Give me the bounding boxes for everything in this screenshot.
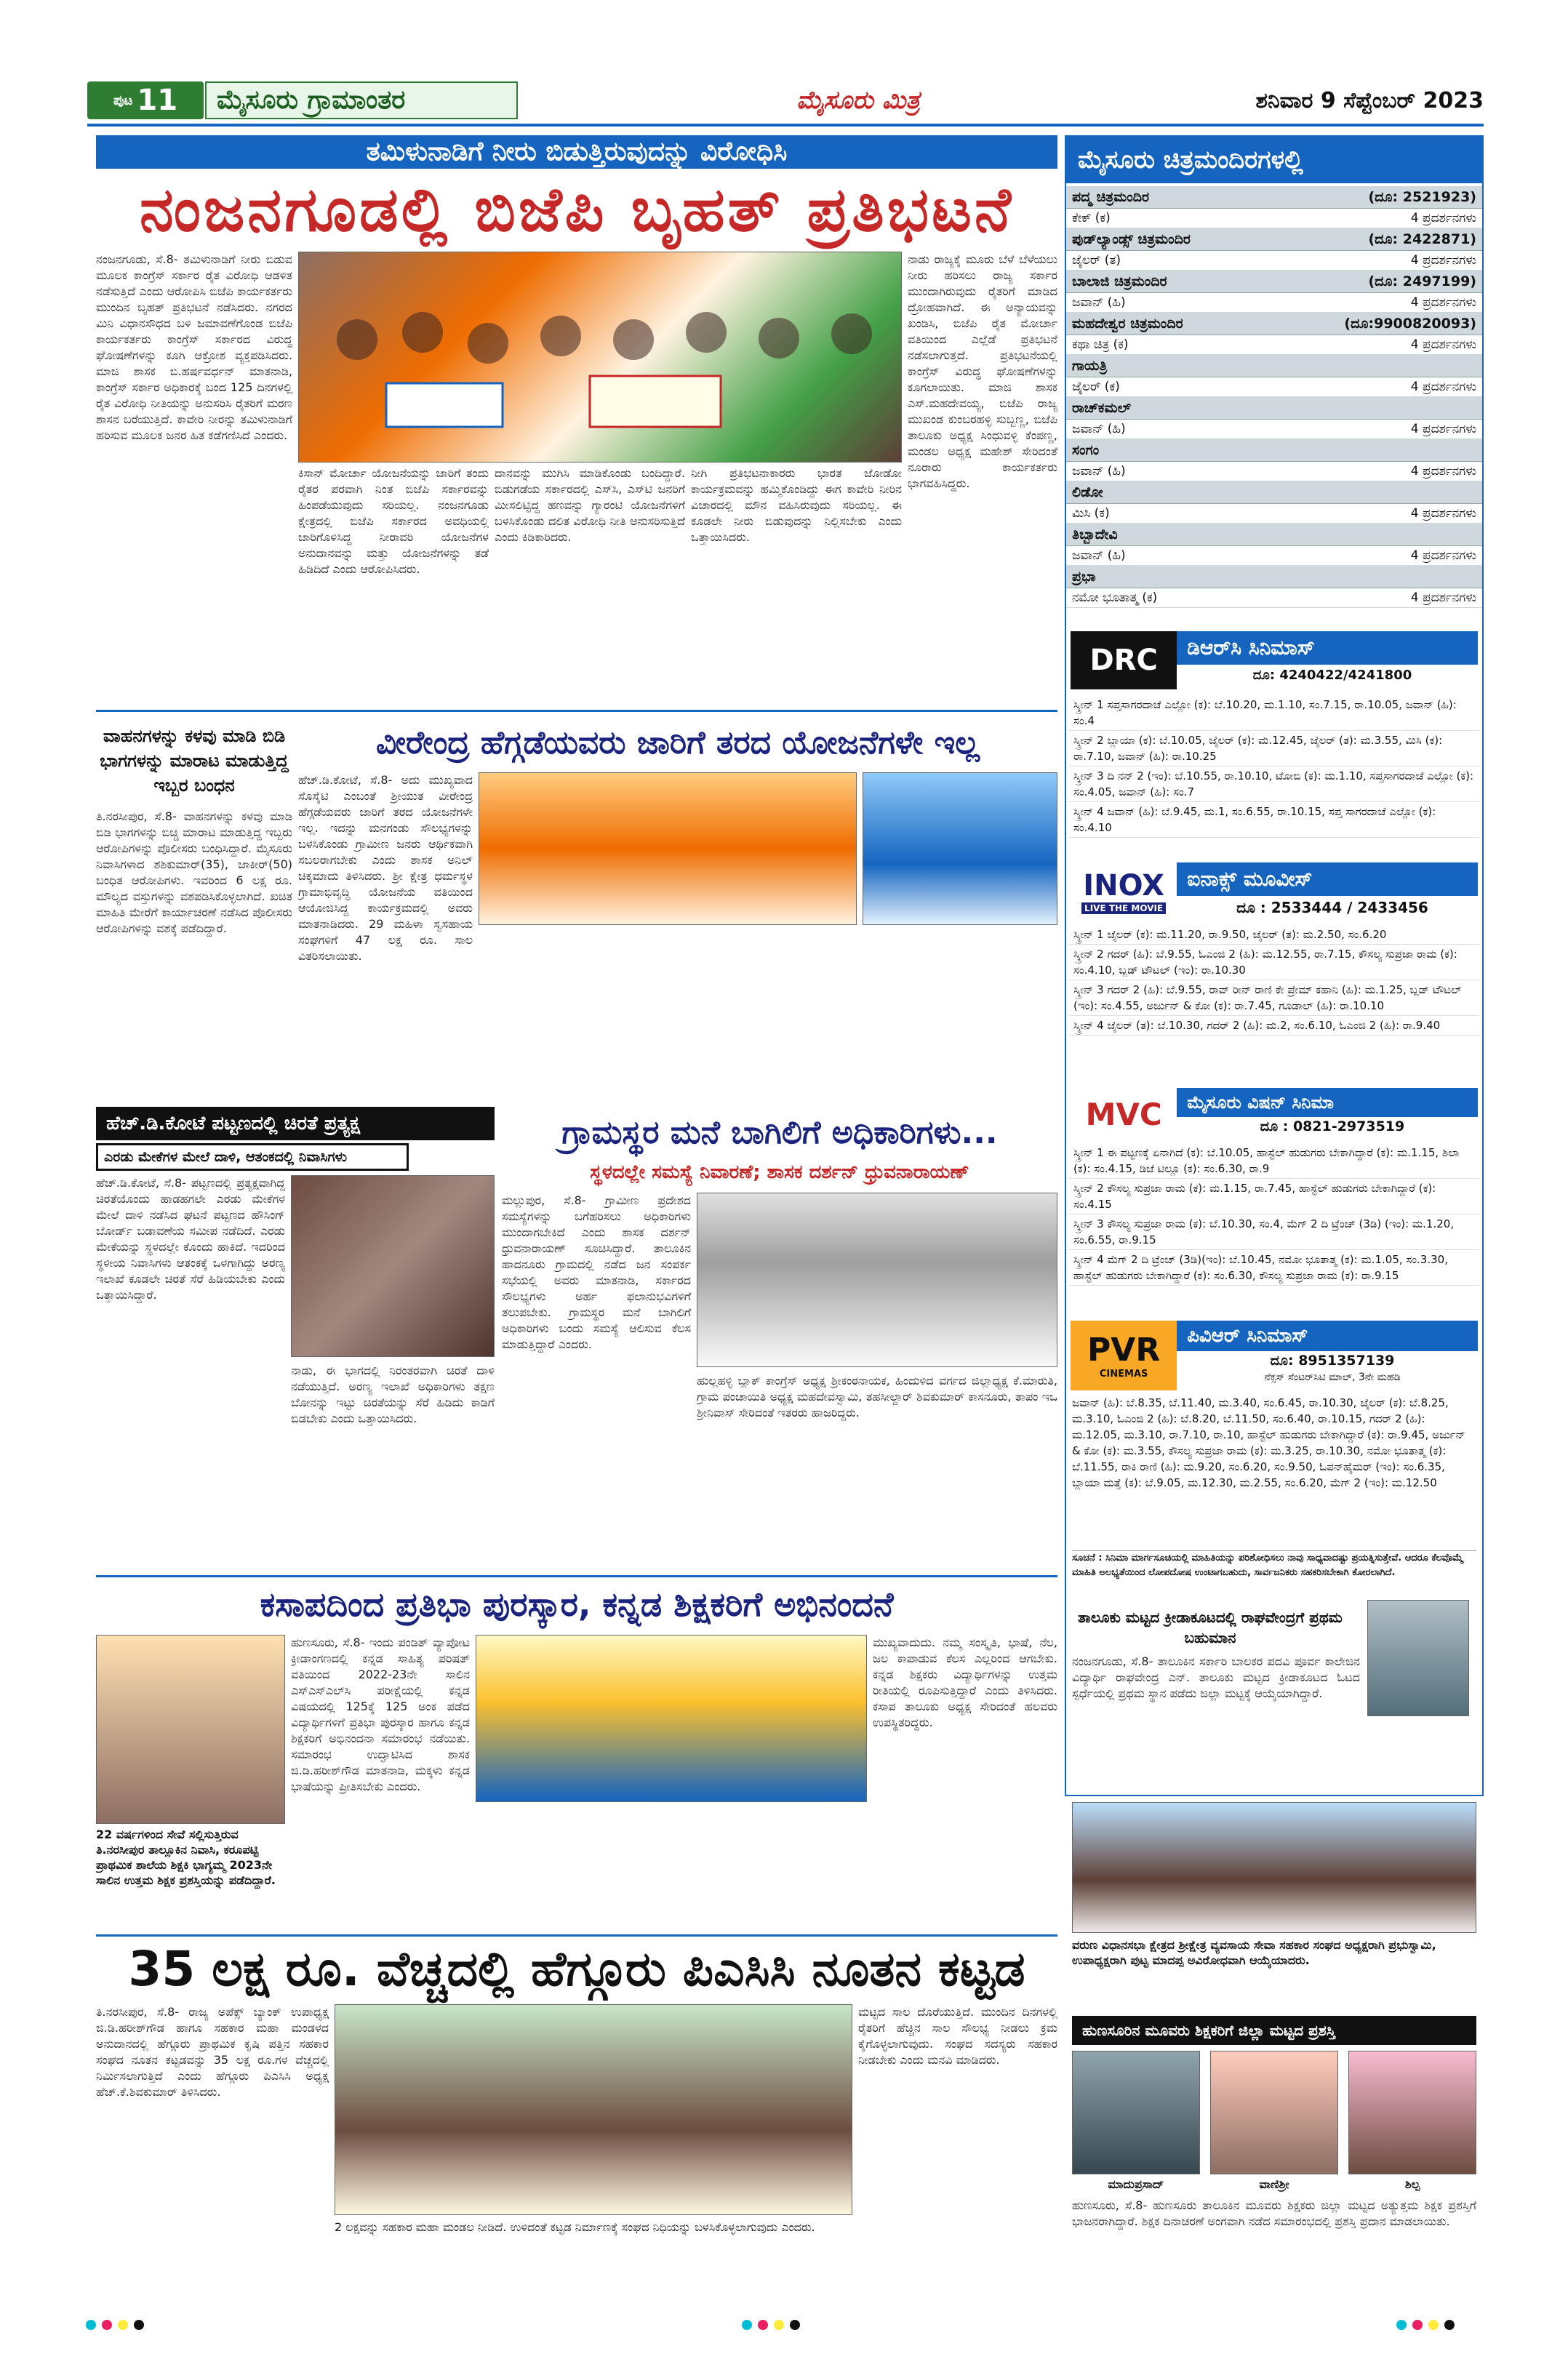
screen-row: ಸ್ಕ್ರೀನ್ 3 ಗದರ್ 2 (ಹಿ): ಬೆ.9.55, ರಾವ್ ರೀನ್ ರಾಣಿ ಕೇ ಪ್ರೇಮ್ ಕಹಾನಿ (ಹಿ): ಮ.1.25, ಬ್ಲಡ್ ಟೌಟಲ್ (ಇಂ): ಸಂ.4.55, ಅರ್ಜುನ್ & ಕೋ (ಕ): ರಾ.7.45, ಗೂಡಾಲ್ (ಹಿ): ರಾ.10.10 [1069, 980, 1479, 1016]
society-caption: ವರುಣ ವಿಧಾನಸಭಾ ಕ್ಷೇತ್ರದ ಶ್ರೀಕ್ಷೇತ್ರ ವ್ಯವಸಾಯ ಸೇವಾ ಸಹಕಾರ ಸಂಘದ ಅಧ್ಯಕ್ಷರಾಗಿ ಪ್ರಭುಸ್ವಾಮಿ, ಉಪಾಧ್ಯಕ್ಷರಾಗಿ ಪುಟ್ಟ ಮಾದಪ್ಪ ಅವಿರೋಧವಾಗಿ ಆಯ್ಕೆಯಾದರು. [1072, 1938, 1436, 1967]
mvc-schedule [1069, 1143, 1479, 1318]
pvr-venue: ನೆಕ್ಸಸ್ ಸೆಂಟರ್‌ಸಿಟಿ ಮಾಲ್, 3ನೇ ಮಹಡಿ [1264, 1372, 1401, 1383]
screen-row: ಸ್ಕ್ರೀನ್ 4 ಜವಾನ್ (ಹಿ): ಬೆ.9.45, ಮ.1, ಸಂ.6.55, ರಾ.10.15, ಸಪ್ತ ಸಾಗರದಾಚೆ ಎಲ್ಲೋ (ಕ): ಸಂ.4.10 [1069, 802, 1479, 838]
theatre-entry [1066, 481, 1482, 524]
teachers-body: ಹುಣಸೂರು, ಸೆ.8- ಹುಣಸೂರು ತಾಲೂಕಿನ ಮೂವರು ಶಿಕ್ಷಕರು ಜಿಲ್ಲಾ ಮಟ್ಟದ ಅತ್ಯುತ್ತಮ ಶಿಕ್ಷಕ ಪ್ರಶಸ್ತಿಗೆ ಭಾಜನರಾಗಿದ್ದಾರೆ. ಶಿಕ್ಷಕ ದಿನಾಚರಣೆ ಅಂಗವಾಗಿ ನಡೆದ ಸಮಾರಂಭದಲ್ಲಿ ಪ್ರಶಸ್ತಿ ಪ್ರದಾನ ಮಾಡಲಾಯಿತು. [1072, 2198, 1476, 2228]
issue-date: ಶನಿವಾರ 9 ಸೆಪ್ಟೆಂಬರ್ 2023 [1255, 87, 1484, 113]
theatre-entry [1066, 524, 1482, 566]
pvr-logo-text: PVR [1087, 1332, 1161, 1369]
theatre-name: ಪ್ರಭಾ [1072, 569, 1096, 585]
leopard-body-2: ನಾಡು, ಈ ಭಾಗದಲ್ಲಿ ನಿರಂತರವಾಗಿ ಚಿರತೆ ದಾಳಿ ನಡೆಯುತ್ತಿದೆ. ಅರಣ್ಯ ಇಲಾಖೆ ಅಧಿಕಾರಿಗಳು ತಕ್ಷಣ ಬೋನನ್ನು ಇಟ್ಟು ಚಿರತೆಯನ್ನು ಸೆರೆ ಹಿಡಿದು ಕಾಡಿಗೆ ಬಿಡಬೇಕು ಎಂದು ಒತ್ತಾಯಿಸಿದರು. [291, 1364, 495, 1425]
kasapa-headline: ಕಸಾಪದಿಂದ ಪ್ರತಿಭಾ ಪುರಸ್ಕಾರ, ಕನ್ನಡ ಶಿಕ್ಷಕರಿಗೆ ಅಭಿನಂದನೆ [260, 1585, 894, 1624]
theatre-list [1066, 186, 1482, 622]
mvc-phone: ದೂ : 0821-2973519 [1260, 1118, 1405, 1134]
page-number-badge [87, 81, 204, 119]
lead-column-5: ನಾಡು ರಾಜ್ಯಕ್ಕೆ ಮೂರು ಬೆಳೆ ಬೆಳೆಯಲು ನೀರು ಹರಿಸಲು ರಾಜ್ಯ ಸರ್ಕಾರ ಮುಂದಾಗಿರುವುದು ರೈತರಿಗೆ ಮಾಡಿದ ದ್ರೋಹವಾಗಿದೆ. ಈ ಅನ್ಯಾಯವನ್ನು ಖಂಡಿಸಿ, ಬಿಜೆಪಿ ರೈತ ಮೋರ್ಚಾ ವತಿಯಿಂದ ಎಲ್ಲೆಡೆ ಪ್ರತಿಭಟನೆ ನಡೆಸಲಾಗುತ್ತದೆ. ಪ್ರತಿಭಟನೆಯಲ್ಲಿ ಕಾಂಗ್ರೆಸ್ ವಿರುದ್ಧ ಘೋಷಣೆಗಳನ್ನು ಕೂಗಲಾಯಿತು. ಮಾಜಿ ಶಾಸಕ ಎಸ್.ಮಹದೇವಯ್ಯ, ಬಿಜೆಪಿ ರಾಜ್ಯ ಮುಖಂಡ ಕುಂಬರಹಳ್ಳಿ ಸುಬ್ಬಣ್ಣ, ಬಿಜೆಪಿ ತಾಲೂಕು ಅಧ್ಯಕ್ಷ ಸಿಂಧುವಳ್ಳಿ ಕೆಂಪಣ್ಣ, ಮಂಡಲ ಅಧ್ಯಕ್ಷ ಮಹೇಶ್ ಸೇರಿದಂತೆ ನೂರಾರು ಕಾರ್ಯಕರ್ತರು ಭಾಗವಹಿಸಿದ್ದರು. [908, 252, 1057, 490]
teacher-name: ಮಾದುಪ್ರಸಾದ್ [1108, 2177, 1164, 2191]
cinema-disclaimer: ಸೂಚನೆ : ಸಿನಿಮಾ ಮಾರ್ಗಸೂಚಿಯಲ್ಲಿ ಮಾಹಿತಿಯನ್ನು ಪರಿಶೋಧಿಸಲು ನಾವು ಸಾಧ್ಯವಾದಷ್ಟು ಪ್ರಯತ್ನಿಸುತ್ತೇವೆ. ಆದರೂ ಕೆಲವೊಮ್ಮೆ ಮಾಹಿತಿ ಅಲಭ್ಯತೆಯಿಂದ ಲೋಪದೋಷ ಉಂಟಾಗಬಹುದು, ಸಾರ್ವಜನಿಕರು ಸಹಕರಿಸಬೇಕಾಗಿ ಕೋರಲಾಗಿದೆ. [1072, 1550, 1476, 1598]
protest-crowd-illustration [299, 252, 902, 463]
film-name: ನಮೋ ಭೂತಾತ್ಮ (ಕ) [1072, 590, 1158, 605]
arrest-headline: ವಾಹನಗಳನ್ನು ಕಳವು ಮಾಡಿ ಬಿಡಿ ಭಾಗಗಳನ್ನು ಮಾರಾಟ ಮಾಡುತ್ತಿದ್ದ ಇಬ್ಬರ ಬಂಧನ [100, 726, 289, 796]
theatre-entry [1066, 439, 1482, 481]
leopard-body: ಹೆಚ್.ಡಿ.ಕೋಟೆ, ಸೆ.8- ಪಟ್ಟಣದಲ್ಲಿ ಪ್ರತ್ಯಕ್ಷವಾಗಿದ್ದ ಚಿರತೆಯೊಂದು ಹಾಡಹಗಲೇ ಎರಡು ಮೇಕೆಗಳ ಮೇಲೆ ದಾಳಿ ನಡೆಸಿದ ಘಟನೆ ಪಟ್ಟಣದ ಹೌಸಿಂಗ್ ಬೋರ್ಡ್ ಬಡಾವಣೆಯ ಸಮೀಪ ನಡೆದಿದೆ. ಎರಡು ಮೇಕೆಯನ್ನು ಸ್ಥಳದಲ್ಲೇ ಕೊಂದು ಹಾಕಿದೆ. ಇದರಿಂದ ಸ್ಥಳೀಯ ನಿವಾಸಿಗಳು ಆತಂಕಕ್ಕೆ ಒಳಗಾಗಿದ್ದು ಅರಣ್ಯ ಇಲಾಖೆ ಕೂಡಲೇ ಚಿರತೆ ಸೆರೆ ಹಿಡಿಯಬೇಕು ಎಂದು ಒತ್ತಾಯಿಸಿದ್ದಾರೆ. [96, 1176, 285, 1302]
section-rule [96, 710, 1057, 712]
lead-column-3: ದಾನವನ್ನು ಮುಗಿಸಿ ಮಾಡಿಕೊಂಡು ಬಂದಿದ್ದಾರೆ. ಬಿಡುಗಡೆಯ ಸರ್ಕಾರದಲ್ಲಿ ಎಸ್‌ಸಿ, ಎಸ್‌ಟಿ ಜನರಿಗೆ ಮೀಸಲಿಟ್ಟಿದ್ದ ಹಣವನ್ನು ಗ್ಯಾರಂಟಿ ಯೋಜನೆಗಳಿಗೆ ಬಳಸಿಕೊಂಡು ದಲಿತ ವಿರೋಧಿ ನೀತಿ ಅನುಸರಿಸುತ್ತಿದೆ ಎಂದು ಕಿಡಿಕಾರಿದರು. [495, 466, 685, 544]
screen-row: ಸ್ಕ್ರೀನ್ 2 ಕೌಸಲ್ಯ ಸುಪ್ರಜಾ ರಾಮ (ಕ): ಮ.1.15, ರಾ.7.45, ಹಾಸ್ಟೆಲ್ ಹುಡುಗರು ಬೇಕಾಗಿದ್ದಾರೆ (ಕ): ಸಂ.4.15 [1069, 1179, 1479, 1214]
black-dot [134, 2320, 144, 2330]
inox-logo-tagline: LIVE THE MOVIE [1081, 902, 1166, 914]
screen-row: ಸ್ಕ್ರೀನ್ 3 ದಿ ನನ್ 2 (ಇಂ): ಬೆ.10.55, ರಾ.10.10, ಟೋಬಿ (ಕ): ಮ.1.10, ಸಪ್ತಸಾಗರದಾಚೆ ಎಲ್ಲೋ (ಕ): ಸಂ.4.05, ಜವಾನ್ (ಹಿ): ಸಂ.7 [1069, 766, 1479, 802]
section-rule [96, 1575, 1057, 1577]
leopard-subhead: ಎರಡು ಮೇಕೆಗಳ ಮೇಲೆ ದಾಳಿ, ಆತಂಕದಲ್ಲಿ ನಿವಾಸಿಗಳು [96, 1143, 409, 1171]
magenta-dot [758, 2320, 768, 2330]
pacs-headline: 35 ಲಕ್ಷ ರೂ. ವೆಚ್ಚದಲ್ಲಿ ಹೆಗ್ಗೂರು ಪಿಎಸಿಸಿ ನೂತನ ಕಟ್ಟಡ [128, 1940, 1025, 1997]
student-portrait-photo [1367, 1600, 1469, 1716]
show-count: 4 ಪ್ರದರ್ಶನಗಳು [1410, 337, 1476, 352]
theatre-phone: (ದೂ: 2497199) [1368, 273, 1476, 289]
show-count: 4 ಪ್ರದರ್ಶನಗಳು [1410, 295, 1476, 310]
theatre-entry [1066, 566, 1482, 608]
theatre-entry [1066, 271, 1482, 313]
leopard-kicker: ಹೆಚ್.ಡಿ.ಕೋಟೆ ಪಟ್ಟಣದಲ್ಲಿ ಚಿರತೆ ಪ್ರತ್ಯಕ್ಷ [96, 1107, 495, 1140]
theatre-name: ರಾಚ್‌ಕಮಲ್ [1072, 400, 1131, 416]
teacher-award-photo [96, 1635, 285, 1824]
screen-row: ಸ್ಕ್ರೀನ್ 1 ಸಪ್ತಸಾಗರದಾಚೆ ಎಲ್ಲೋ (ಕ): ಬೆ.10.20, ಮ.1.10, ಸಂ.7.15, ರಾ.10.05, ಜವಾನ್ (ಹಿ): ಸಂ.4 [1069, 695, 1479, 731]
kasapa-body-2: ಮುಖ್ಯವಾದುದು. ನಮ್ಮ ಸಂಸ್ಕೃತಿ, ಭಾಷೆ, ನೆಲ, ಜಲ ಕಾಪಾಡುವ ಕೆಲಸ ಎಲ್ಲರಿಂದ ಆಗಬೇಕು. ಕನ್ನಡ ಶಿಕ್ಷಕರು ವಿದ್ಯಾರ್ಥಿಗಳನ್ನು ಉತ್ತಮ ರೀತಿಯಲ್ಲಿ ರೂಪಿಸುತ್ತಿದ್ದಾರೆ ಎಂದು ತಿಳಿಸಿದರು. ಕಸಾಪ ತಾಲೂಕು ಅಧ್ಯಕ್ಷ ಸೇರಿದಂತೆ ಹಲವರು ಉಪಸ್ಥಿತರಿದ್ದರು. [873, 1636, 1057, 1729]
theatre-name: ಪುಡ್‌ಲ್ಯಾಂಡ್ಸ್ ಚಿತ್ರಮಂದಿರ [1072, 231, 1191, 247]
yellow-dot [118, 2320, 128, 2330]
village-subhead: ಸ್ಥಳದಲ್ಲೇ ಸಮಸ್ಯೆ ನಿವಾರಣೆ; ಶಾಸಕ ದರ್ಶನ್ ಧ್ರುವನಾರಾಯಣ್ [590, 1161, 969, 1183]
theatre-phone: (ದೂ: 2422871) [1368, 231, 1476, 247]
drc-logo: DRC [1071, 631, 1177, 689]
inox-logo [1071, 862, 1177, 921]
goat-attack-photo [291, 1175, 495, 1357]
pacs-body: ತಿ.ನರಸೀಪುರ, ಸೆ.8- ರಾಜ್ಯ ಅಪೆಕ್ಸ್ ಬ್ಯಾಂಕ್ ಉಪಾಧ್ಯಕ್ಷ ಜಿ.ಡಿ.ಹರೀಶ್‌ಗೌಡ ಹಾಗೂ ಸಹಕಾರ ಮಹಾ ಮಂಡಳದ ಅನುದಾನದಲ್ಲಿ ಹೆಗ್ಗೂರು ಪ್ರಾಥಮಿಕ ಕೃಷಿ ಪತ್ತಿನ ಸಹಕಾರ ಸಂಘದ ನೂತನ ಕಟ್ಟಡವನ್ನು 35 ಲಕ್ಷ ರೂ.ಗಳ ವೆಚ್ಚದಲ್ಲಿ ನಿರ್ಮಿಸಲಾಗುತ್ತಿದೆ ಎಂದು ಹೆಗ್ಗೂರು ಪಿಎಸಿಸಿ ಅಧ್ಯಕ್ಷ ಹೆಚ್.ಕೆ.ಶಿವಕುಮಾರ್ ತಿಳಿಸಿದರು. [96, 2005, 329, 2099]
show-count: 4 ಪ್ರದರ್ಶನಗಳು [1410, 548, 1476, 563]
cyan-dot [1396, 2320, 1407, 2330]
teacher-award-caption: 22 ವರ್ಷಗಳಿಂದ ಸೇವೆ ಸಲ್ಲಿಸುತ್ತಿರುವ ತಿ.ನರಸೀಪುರ ತಾಲ್ಲೂಕಿನ ನಿವಾಸಿ, ಕರೂಪಟ್ಟಿ ಪ್ರಾಥಮಿಕ ಶಾಲೆಯ ಶಿಕ್ಷಕಿ ಭಾಗ್ಯಮ್ಮ 2023ನೇ ಸಾಲಿನ ಉತ್ತಮ ಶಿಕ್ಷಕ ಪ್ರಶಸ್ತಿಯನ್ನು ಪಡೆದಿದ್ದಾರೆ. [96, 1827, 276, 1887]
heggade-headline: ವೀರೇಂದ್ರ ಹೆಗ್ಗಡೆಯವರು ಜಾರಿಗೆ ತರದ ಯೋಜನೆಗಳೇ ಇಲ್ಲ [375, 724, 980, 761]
heggade-event-photo [479, 772, 857, 925]
film-name: ಜೈಲರ್ (ಕ) [1072, 380, 1120, 394]
yellow-dot [1428, 2320, 1439, 2330]
film-name: ಜವಾನ್ (ಹಿ) [1072, 422, 1126, 436]
arrest-body: ತಿ.ನರಸೀಪುರ, ಸೆ.8- ವಾಹನಗಳನ್ನು ಕಳವು ಮಾಡಿ ಬಿಡಿ ಭಾಗಗಳನ್ನು ಬಿಚ್ಚಿ ಮಾರಾಟ ಮಾಡುತ್ತಿದ್ದ ಇಬ್ಬರು ಆರೋಪಿಗಳನ್ನು ಪೊಲೀಸರು ಬಂಧಿಸಿದ್ದಾರೆ. ಮೈಸೂರು ನಿವಾಸಿಗಳಾದ ಶಶಿಕುಮಾರ್(35), ಜಾಕೀರ್(50) ಬಂಧಿತ ಆರೋಪಿಗಳು. ಇವರಿಂದ 6 ಲಕ್ಷ ರೂ. ಮೌಲ್ಯದ ವಸ್ತುಗಳನ್ನು ವಶಪಡಿಸಿಕೊಳ್ಳಲಾಗಿದೆ. ಖಚಿತ ಮಾಹಿತಿ ಮೇರೆಗೆ ಕಾರ್ಯಾಚರಣೆ ನಡೆಸಿದ ಪೊಲೀಸರು ಆರೋಪಿಗಳನ್ನು ವಶಕ್ಕೆ ಪಡೆದಿದ್ದಾರೆ. [96, 809, 292, 935]
lead-column-2: ಕಿಸಾನ್ ಮೋರ್ಚಾ ಯೋಜನೆಯನ್ನು ಜಾರಿಗೆ ತಂದು ರೈತರ ಪರವಾಗಿ ನಿಂತ ಬಿಜೆಪಿ ಸರ್ಕಾರವನ್ನು ಹಿಂಪಡೆಯುವುದು ಸರಿಯಲ್ಲ. ನಂಜನಗೂಡು ಕ್ಷೇತ್ರದಲ್ಲಿ ಬಿಜೆಪಿ ಸರ್ಕಾರದ ಅವಧಿಯಲ್ಲಿ ಜಾರಿಗೊಳಿಸಿದ್ದ ನೀರಾವರಿ ಯೋಜನೆಗಳ ಅನುದಾನವನ್ನು ಮತ್ತು ಯೋಜನೆಗಳನ್ನು ತಡೆ ಹಿಡಿದಿದೆ ಎಂದು ಆರೋಪಿಸಿದರು. [298, 466, 489, 576]
pvr-schedule: ಜವಾನ್ (ಹಿ): ಬೆ.8.35, ಬೆ.11.40, ಮ.3.40, ಸಂ.6.45, ರಾ.10.30, ಜೈಲರ್ (ಕ): ಬೆ.8.25, ಮ.3.10, ಓಎಂಜಿ 2 (ಹಿ): ಬೆ.8.20, ಬೆ.11.50, ಸಂ.6.40, ರಾ.10.15, ಗದರ್ 2 (ಹಿ): ಮ.12.05, ಮ.3.10, ರಾ.7.10, ರಾ.10, ಹಾಸ್ಟೆಲ್ ಹುಡುಗರು ಬೇಕಾಗಿದ್ದಾರೆ (ಕ): ರಾ.9.45, ಅರ್ಜುನ್ & ಕೋ (ಕ): ಮ.3.55, ಕೌಸಲ್ಯ ಸುಪ್ರಜಾ ರಾಮ (ಕ): ಮ.3.25, ರಾ.10.30, ನಮೋ ಭೂತಾತ್ಮ (ಕ): ಬೆ.11.55, ರಾಕಿ ರಾಣಿ (ಹಿ): ಮ.9.20, ಸಂ.6.20, ಸಂ.9.50, ಓಪನ್‌ಹೈಮರ್ (ಇಂ): ಸಂ.6.35, ಬ್ಲಾಯಾ ಮತ್ತೆ (ಕ): ಬೆ.9.05, ಮ.12.30, ಮ.2.55, ಸಂ.6.20, ಮೆಗ್ 2 (ಇಂ): ಮ.12.50 [1072, 1396, 1465, 1489]
teachers-kicker: ಹುಣಸೂರಿನ ಮೂವರು ಶಿಕ್ಷಕರಿಗೆ ಜಿಲ್ಲಾ ಮಟ್ಟದ ಪ್ರಶಸ್ತಿ [1072, 2016, 1476, 2045]
film-name: ಜೈಲರ್ (ತ) [1072, 253, 1121, 268]
teacher-photo-2 [1210, 2051, 1338, 2174]
heggade-body: ಹೆಚ್.ಡಿ.ಕೋಟೆ, ಸೆ.8- ಅದು ಮುಖ್ಯವಾದ ಸೊಸೈಟಿ ಎಂಬಂತೆ ಶ್ರೀಯುತ ವೀರೇಂದ್ರ ಹೆಗ್ಗಡೆಯವರು ಜಾರಿಗೆ ತರದ ಯೋಜನೆಗಳೇ ಇಲ್ಲ. ಇದನ್ನು ಮನಗಂಡು ಸೌಲಭ್ಯಗಳನ್ನು ಬಳಸಿಕೊಂಡು ಗ್ರಾಮೀಣ ಜನರು ಆರ್ಥಿಕವಾಗಿ ಸಬಲರಾಗಬೇಕು ಎಂದು ಶಾಸಕ ಅನಿಲ್ ಚಿಕ್ಕಮಾದು ತಿಳಿಸಿದರು. ಶ್ರೀ ಕ್ಷೇತ್ರ ಧರ್ಮಸ್ಥಳ ಗ್ರಾಮಾಭಿವೃದ್ಧಿ ಯೋಜನೆಯ ವತಿಯಿಂದ ಆಯೋಜಿಸಿದ್ದ ಕಾರ್ಯಕ್ರಮದಲ್ಲಿ ಅವರು ಮಾತನಾಡಿದರು. 29 ಮಹಿಳಾ ಸ್ವಸಹಾಯ ಸಂಘಗಳಿಗೆ 47 ಲಕ್ಷ ರೂ. ಸಾಲ ವಿತರಿಸಲಾಯಿತು. [298, 773, 473, 963]
film-name: ಜವಾನ್ (ಹಿ) [1072, 295, 1126, 310]
registration-marks-center [742, 2320, 829, 2334]
village-body: ಮಲ್ಲುಪುರ, ಸೆ.8- ಗ್ರಾಮೀಣ ಪ್ರದೇಶದ ಸಮಸ್ಯೆಗಳನ್ನು ಬಗೆಹರಿಸಲು ಅಧಿಕಾರಿಗಳು ಮುಂದಾಗಬೇಕಿದೆ ಎಂದು ಶಾಸಕ ದರ್ಶನ್ ಧ್ರುವನಾರಾಯಣ್ ಸೂಚಿಸಿದ್ದಾರೆ. ತಾಲೂಕಿನ ಹಾದನೂರು ಗ್ರಾಮದಲ್ಲಿ ನಡೆದ ಜನ ಸಂಪರ್ಕ ಸಭೆಯಲ್ಲಿ ಅವರು ಮಾತನಾಡಿ, ಸರ್ಕಾರದ ಸೌಲಭ್ಯಗಳು ಅರ್ಹ ಫಲಾನುಭವಿಗಳಿಗೆ ತಲುಪಬೇಕು. ಗ್ರಾಮಸ್ಥರ ಮನೆ ಬಾಗಿಲಿಗೆ ಅಧಿಕಾರಿಗಳು ಬಂದು ಸಮಸ್ಯೆ ಆಲಿಸುವ ಕೆಲಸ ಮಾಡುತ್ತಿದ್ದಾರೆ ಎಂದರು. [502, 1193, 691, 1351]
pvr-logo [1071, 1321, 1177, 1390]
lead-headline: ನಂಜನಗೂಡಲ್ಲಿ ಬಿಜೆಪಿ ಬೃಹತ್ ಪ್ರತಿಭಟನೆ [140, 173, 1014, 245]
registration-marks-right [1396, 2320, 1484, 2334]
village-body-2: ಹುಲ್ಲಹಳ್ಳಿ ಬ್ಲಾಕ್ ಕಾಂಗ್ರೆಸ್ ಅಧ್ಯಕ್ಷ ಶ್ರೀಕಂಠನಾಯಕ, ಹಿಂದುಳಿದ ವರ್ಗದ ಜಿಲ್ಲಾಧ್ಯಕ್ಷ ಕೆ.ಮಾರುತಿ, ಗ್ರಾಮ ಪಂಚಾಯಿತಿ ಅಧ್ಯಕ್ಷ ಮಹದೇವಸ್ವಾಮಿ, ತಹಸೀಲ್ದಾರ್ ಶಿವಕುಮಾರ್ ಕಾಸನೂರು, ತಾಪಂ ಇಒ ಶ್ರೀನಿವಾಸ್ ಸೇರಿದಂತೆ ಇತರರು ಹಾಜರಿದ್ದರು. [697, 1374, 1057, 1420]
cyan-dot [86, 2320, 96, 2330]
society-group-photo [1072, 1802, 1476, 1933]
theatre-entry [1066, 228, 1482, 271]
pvr-logo-tagline: CINEMAS [1099, 1369, 1148, 1380]
theatre-name: ಗಾಯತ್ರಿ [1072, 358, 1108, 374]
show-count: 4 ಪ್ರದರ್ಶನಗಳು [1410, 422, 1476, 436]
lead-column-1: ನಂಜನಗೂಡು, ಸೆ.8- ತಮಿಳುನಾಡಿಗೆ ನೀರು ಬಿಡುವ ಮೂಲಕ ಕಾಂಗ್ರೆಸ್ ಸರ್ಕಾರ ರೈತ ವಿರೋಧಿ ಆಡಳಿತ ನಡೆಸುತ್ತಿದೆ ಎಂದು ಆರೋಪಿಸಿ ಬಿಜೆಪಿ ಕಾರ್ಯಕರ್ತರು ಮುಂದಿನ ಬೃಹತ್ ಪ್ರತಿಭಟನೆ ನಡೆಸಿದರು. ನಗರದ ಮಿನಿ ವಿಧಾನಸೌಧದ ಬಳಿ ಜಮಾವಣೆಗೊಂಡ ಬಿಜೆಪಿ ಕಾರ್ಯಕರ್ತರು ಕಾಂಗ್ರೆಸ್ ಸರ್ಕಾರದ ವಿರುದ್ಧ ಘೋಷಣೆಗಳನ್ನು ಕೂಗಿ ಆಕ್ರೋಶ ವ್ಯಕ್ತಪಡಿಸಿದರು. ಮಾಜಿ ಶಾಸಕ ಬಿ.ಹರ್ಷವರ್ಧನ್ ಮಾತನಾಡಿ, ಕಾಂಗ್ರೆಸ್ ಸರ್ಕಾರ ಅಧಿಕಾರಕ್ಕೆ ಬಂದ 125 ದಿನಗಳಲ್ಲಿ ರೈತ ವಿರೋಧಿ ನೀತಿಯನ್ನು ಅನುಸರಿಸಿ ರೈತರಿಗೆ ಮರಣ ಶಾಸನ ಬರೆಯುತ್ತಿದೆ. ಕಾವೇರಿ ನೀರನ್ನು ತಮಿಳುನಾಡಿಗೆ ಹರಿಸುವ ಮೂಲಕ ಜನರ ಹಿತ ಕಡೆಗಣಿಸಿದೆ ಎಂದರು. [96, 252, 292, 442]
inox-schedule [1069, 925, 1479, 1085]
inox-title: ಐನಾಕ್ಸ್ ಮೂವೀಸ್ [1177, 862, 1478, 896]
pvr-phone: ದೂ: 8951357139 [1270, 1353, 1395, 1369]
paper-name-logo: ಮೈಸೂರು ಮಿತ್ರ [796, 86, 920, 115]
black-dot [1444, 2320, 1455, 2330]
drc-phone: ದೂ: 4240422/4241800 [1252, 668, 1412, 683]
inox-logo-text: INOX [1083, 869, 1165, 902]
black-dot [790, 2320, 800, 2330]
film-name: ಮಿಸಿ (ಕ) [1072, 506, 1110, 521]
section-name: ಮೈಸೂರು ಗ್ರಾಮಾಂತರ [205, 81, 518, 119]
yellow-dot [774, 2320, 784, 2330]
screen-row: ಸ್ಕ್ರೀನ್ 2 ಬ್ಲಾಯಾ (ಕ): ಬೆ.10.05, ಜೈಲರ್ (ಕ): ಮ.12.45, ಜೈಲರ್ (ತ): ಮ.3.55, ಮಿಸಿ (ಕ): ರಾ.7.10, ಜವಾನ್ (ಹಿ): ರಾ.10.25 [1069, 731, 1479, 766]
inox-phone: ದೂ : 2533444 / 2433456 [1236, 899, 1428, 916]
kasapa-body: ಹುಣಸೂರು, ಸೆ.8- ಇಂದು ಪಂಡಿತ್ ವ್ಯಾಪೋಟ ಕ್ರೀಡಾಂಗಣದಲ್ಲಿ ಕನ್ನಡ ಸಾಹಿತ್ಯ ಪರಿಷತ್ ವತಿಯಿಂದ 2022-23ನೇ ಸಾಲಿನ ಎಸ್‌ಎಸ್‌ಎಲ್‌ಸಿ ಪರೀಕ್ಷೆಯಲ್ಲಿ ಕನ್ನಡ ವಿಷಯದಲ್ಲಿ 125ಕ್ಕೆ 125 ಅಂಕ ಪಡೆದ ವಿದ್ಯಾರ್ಥಿಗಳಿಗೆ ಪ್ರತಿಭಾ ಪುರಸ್ಕಾರ ಹಾಗೂ ಕನ್ನಡ ಶಿಕ್ಷಕರಿಗೆ ಅಭಿನಂದನಾ ಸಮಾರಂಭ ನಡೆಯಿತು. ಸಮಾರಂಭ ಉದ್ಘಾಟಿಸಿದ ಶಾಸಕ ಜಿ.ಡಿ.ಹರೀಶ್‌ಗೌಡ ಮಾತನಾಡಿ, ಮಕ್ಕಳು ಕನ್ನಡ ಭಾಷೆಯನ್ನು ಪ್ರೀತಿಸಬೇಕು ಎಂದರು. [291, 1636, 470, 1793]
film-name: ಜವಾನ್ (ಹಿ) [1072, 548, 1126, 563]
theatre-entry [1066, 186, 1482, 228]
screen-row: ಸ್ಕ್ರೀನ್ 4 ಜೈಲರ್ (ತ): ಬೆ.10.30, ಗದರ್ 2 (ಹಿ): ಮ.2, ಸಂ.6.10, ಓಎಂಜಿ 2 (ಹಿ): ರಾ.9.40 [1069, 1016, 1479, 1036]
film-name: ಕೇಕ್ (ಕ) [1072, 211, 1111, 225]
screen-row: ಸ್ಕ್ರೀನ್ 1 ಈ ಪಟ್ಟಣಕ್ಕೆ ಏನಾಗಿದೆ (ಕ): ಬೆ.10.05, ಹಾಸ್ಟೆಲ್ ಹುಡುಗರು ಬೇಕಾಗಿದ್ದಾರೆ (ಕ): ಮ.1.15, ಶಿಲಾ (ಕ): ಸಂ.4.15, ಡಿಜೆ ಟಿಲ್ಲೂ (ಕ): ಸಂ.6.30, ರಾ.9 [1069, 1143, 1479, 1179]
cyan-dot [742, 2320, 752, 2330]
lead-column-4: ನೀಗಿ ಪ್ರತಿಭಟನಾಕಾರರು ಭಾರತ ಜೋಡೋ ಕಾರ್ಯಕ್ರಮವನ್ನು ಹಮ್ಮಿಕೊಂಡಿದ್ದು ಈಗ ಕಾವೇರಿ ನೀರಿನ ವಿಚಾರದಲ್ಲಿ ಮೌನ ವಹಿಸಿರುವುದು ಸರಿಯಲ್ಲ. ಈ ಕೂಡಲೇ ನೀರು ಬಿಡುವುದನ್ನು ನಿಲ್ಲಿಸಬೇಕು ಎಂದು ಒತ್ತಾಯಿಸಿದರು. [691, 466, 902, 544]
magenta-dot [1412, 2320, 1423, 2330]
show-count: 4 ಪ್ರದರ್ಶನಗಳು [1410, 464, 1476, 479]
pacs-foundation-photo [335, 2004, 852, 2215]
theatre-phone: (ದೂ:9900820093) [1344, 316, 1476, 332]
screen-row: ಸ್ಕ್ರೀನ್ 2 ಗದರ್ (ಹಿ): ಬೆ.9.55, ಓಎಂಜಿ 2 (ಹಿ): ಮ.12.55, ರಾ.7.15, ಕೌಸಲ್ಯ ಸುಪ್ರಜಾ ರಾಮ (ಕ): ಸಂ.4.10, ಬ್ಲಡ್ ಟೌಟಲ್ (ಇಂ): ರಾ.10.30 [1069, 945, 1479, 980]
drc-title: ಡಿಆರ್‌ಸಿ ಸಿನಿಮಾಸ್ [1177, 631, 1478, 665]
film-name: ಕಥಾ ಚಿತ್ರ (ಕ) [1072, 337, 1129, 352]
theatre-entry [1066, 355, 1482, 397]
sports-kicker: ತಾಲೂಕು ಮಟ್ಟದ ಕ್ರೀಡಾಕೂಟದಲ್ಲಿ ರಾಘವೇಂದ್ರಗೆ ಪ್ರಥಮ ಬಹುಮಾನ [1078, 1609, 1343, 1646]
theatre-phone: (ದೂ: 2521923) [1368, 189, 1476, 205]
sports-body: ನಂಜನಗೂಡು, ಸೆ.8- ತಾಲೂಕಿನ ಸರ್ಕಾರಿ ಬಾಲಕರ ಪದವಿ ಪೂರ್ವ ಕಾಲೇಜಿನ ವಿದ್ಯಾರ್ಥಿ ರಾಘವೇಂದ್ರ ಎನ್. ತಾಲೂಕು ಮಟ್ಟದ ಕ್ರೀಡಾಕೂಟದ ಓಟದ ಸ್ಪರ್ಧೆಯಲ್ಲಿ ಪ್ರಥಮ ಸ್ಥಾನ ಪಡೆದು ಜಿಲ್ಲಾ ಮಟ್ಟಕ್ಕೆ ಆಯ್ಕೆಯಾಗಿದ್ದಾರೆ. [1072, 1654, 1360, 1700]
mvc-logo: MVC [1085, 1096, 1162, 1132]
registration-marks-left [86, 2320, 173, 2334]
section-rule [96, 1934, 1057, 1937]
magenta-dot [102, 2320, 112, 2330]
pacs-caption: 2 ಲಕ್ಷವನ್ನು ಸಹಕಾರ ಮಹಾ ಮಂಡಲ ನೀಡಿದೆ. ಉಳಿದಂತೆ ಕಟ್ಟಡ ನಿರ್ಮಾಣಕ್ಕೆ ಸಂಘದ ನಿಧಿಯನ್ನು ಬಳಸಿಕೊಳ್ಳಲಾಗುವುದು ಎಂದರು. [335, 2220, 815, 2234]
pacs-body-2: ಮಟ್ಟದ ಸಾಲ ದೊರೆಯುತ್ತಿದೆ. ಮುಂದಿನ ದಿನಗಳಲ್ಲಿ ರೈತರಿಗೆ ಹೆಚ್ಚಿನ ಸಾಲ ಸೌಲಭ್ಯ ನೀಡಲು ಕ್ರಮ ಕೈಗೊಳ್ಳಲಾಗುವುದು. ಸಂಘದ ಸದಸ್ಯರು ಸಹಕಾರ ನೀಡಬೇಕು ಎಂದು ಮನವಿ ಮಾಡಿದರು. [858, 2005, 1057, 2067]
page-number: 11 [137, 84, 178, 117]
teacher-photo-1 [1072, 2051, 1200, 2174]
screen-row: ಸ್ಕ್ರೀನ್ 4 ಮೆಗ್ 2 ದಿ ಟ್ರೆಂಚ್ (3ಡಿ)(ಇಂ): ಬೆ.10.45, ನಮೋ ಭೂತಾತ್ಮ (ಕ): ಮ.1.05, ಸಂ.3.30, ಹಾಸ್ಟೆಲ್ ಹುಡುಗರು ಬೇಕಾಗಿದ್ದಾರೆ (ಕ): ಸಂ.6.30, ಕೌಸಲ್ಯ ಸುಪ್ರಜಾ ರಾಮ (ಕ): ರಾ.9.15 [1069, 1250, 1479, 1286]
theatre-entry [1066, 313, 1482, 355]
film-name: ಜವಾನ್ (ಹಿ) [1072, 464, 1126, 479]
screen-row: ಸ್ಕ್ರೀನ್ 1 ಜೈಲರ್ (ಕ): ಮ.11.20, ರಾ.9.50, ಜೈಲರ್ (ತ): ಮ.2.50, ಸಂ.6.20 [1069, 925, 1479, 945]
theatre-entry [1066, 397, 1482, 439]
village-headline: ಗ್ರಾಮಸ್ಥರ ಮನೆ ಬಾಗಿಲಿಗೆ ಅಧಿಕಾರಿಗಳು... [561, 1113, 998, 1151]
theatre-name: ಪದ್ಮ ಚಿತ್ರಮಂದಿರ [1072, 189, 1150, 205]
lead-protest-photo [298, 252, 902, 463]
theatre-name: ಸಂಗಂ [1072, 442, 1100, 458]
village-meeting-photo [697, 1193, 1057, 1367]
kasapa-event-photo [476, 1635, 867, 1802]
show-count: 4 ಪ್ರದರ್ಶನಗಳು [1410, 211, 1476, 225]
theatre-name: ಮಹದೇಶ್ವರ ಚಿತ್ರಮಂದಿರ [1072, 316, 1183, 332]
theatre-name: ಲಿಡೋ [1072, 484, 1103, 500]
cinema-sidebar-title: ಮೈಸೂರು ಚಿತ್ರಮಂದಿರಗಳಲ್ಲಿ [1066, 137, 1482, 183]
teacher-photo-3 [1348, 2051, 1476, 2174]
pvr-title: ಪಿವಿಆರ್ ಸಿನಿಮಾಸ್ [1177, 1321, 1478, 1351]
show-count: 4 ಪ್ರದರ್ಶನಗಳು [1410, 590, 1476, 605]
speaker-photo [863, 772, 1057, 925]
masthead-rule [87, 124, 1484, 127]
show-count: 4 ಪ್ರದರ್ಶನಗಳು [1410, 253, 1476, 268]
show-count: 4 ಪ್ರದರ್ಶನಗಳು [1410, 506, 1476, 521]
teacher-name: ಶಿಲ್ಪ [1404, 2177, 1420, 2191]
lead-kicker: ತಮಿಳುನಾಡಿಗೆ ನೀರು ಬಿಡುತ್ತಿರುವುದನ್ನು ವಿರೋಧಿಸಿ [96, 135, 1057, 169]
drc-schedule [1069, 695, 1479, 858]
teacher-name: ವಾಣಿಶ್ರೀ [1259, 2177, 1289, 2191]
screen-row: ಸ್ಕ್ರೀನ್ 3 ಕೌಸಲ್ಯ ಸುಪ್ರಜಾ ರಾಮ (ಕ): ಬೆ.10.30, ಸಂ.4, ಮೆಗ್ 2 ದಿ ಟ್ರೆಂಚ್ (3ಡಿ) (ಇಂ): ಮ.1.20, ಸಂ.6.55, ರಾ.9.15 [1069, 1214, 1479, 1250]
mvc-title: ಮೈಸೂರು ವಿಷನ್ ಸಿನಿಮಾ [1177, 1088, 1478, 1117]
theatre-name: ತಿಬ್ಬಾದೇವಿ [1072, 527, 1118, 543]
page-label: ಪುಟ [113, 92, 133, 108]
show-count: 4 ಪ್ರದರ್ಶನಗಳು [1410, 380, 1476, 394]
theatre-name: ಬಾಲಾಜಿ ಚಿತ್ರಮಂದಿರ [1072, 273, 1167, 289]
